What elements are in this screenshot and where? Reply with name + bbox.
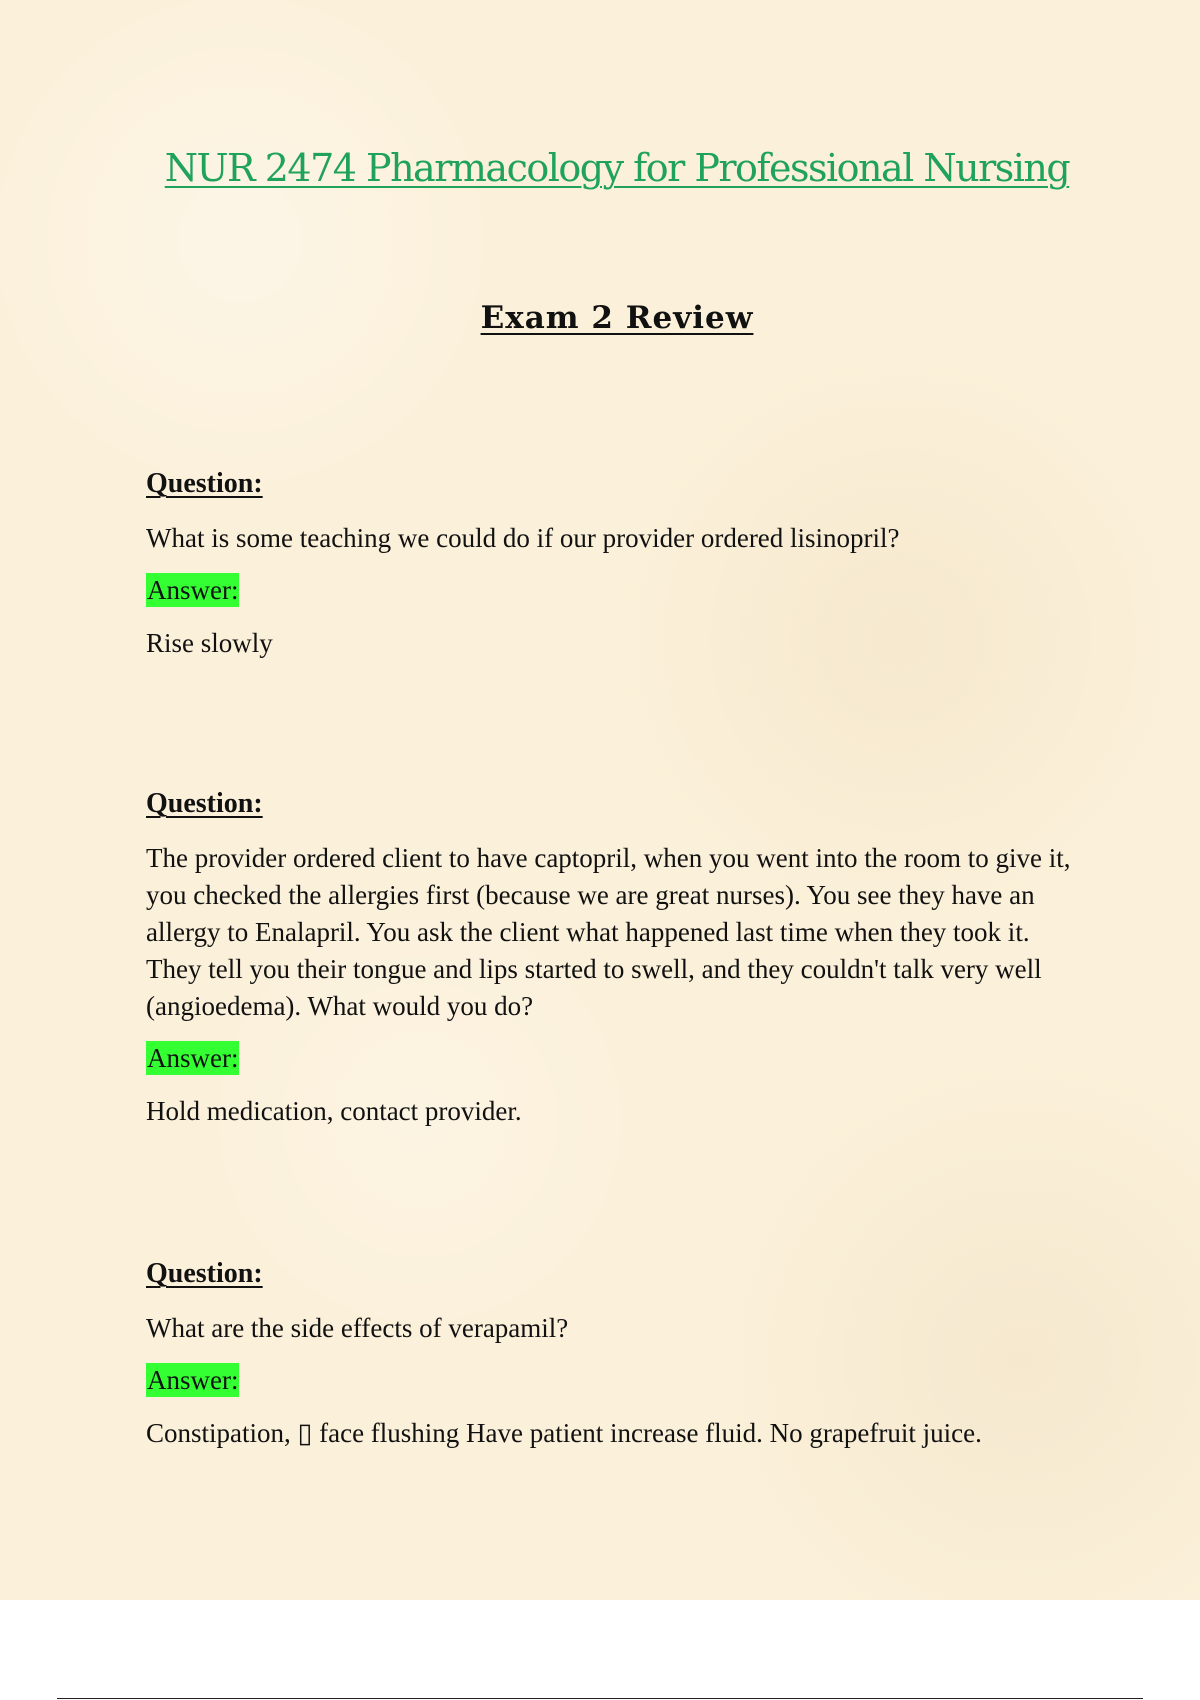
answer-text: Constipation, ▯ face flushing Have patient increase fluid. No grapefruit juice. [146, 1418, 982, 1448]
qa-item [146, 466, 1091, 678]
answer-label: Answer: [147, 1043, 239, 1073]
answer-label: Answer: [147, 575, 239, 605]
question-text: The provider ordered client to have captopril, when you went into the room to give it, you checked the allergies first (because we are great nurses). You see they have an allergy to Enalapril. You ask the client what happened last time when they took it. They tell you their tongue and lips started to swell, and they couldn't talk very well (angioedema). What would you do? [146, 843, 1071, 1021]
answer-label: Answer: [147, 1365, 239, 1395]
question-text: What is some teaching we could do if our provider ordered lisinopril? [146, 523, 900, 553]
question-text: What are the side effects of verapamil? [146, 1313, 569, 1343]
question-label: Question: [146, 788, 263, 819]
answer-text: Hold medication, contact provider. [146, 1096, 522, 1126]
answer-text: Rise slowly [146, 628, 273, 658]
document-subtitle: Exam 2 Review [480, 300, 754, 336]
footer-divider [57, 1698, 1143, 1699]
question-label: Question: [146, 468, 263, 499]
question-label: Question: [146, 1258, 263, 1289]
document-title: NUR 2474 Pharmacology for Professional Nursing [164, 146, 1070, 190]
qa-item [146, 1256, 1091, 1468]
qa-item [146, 786, 1091, 1146]
